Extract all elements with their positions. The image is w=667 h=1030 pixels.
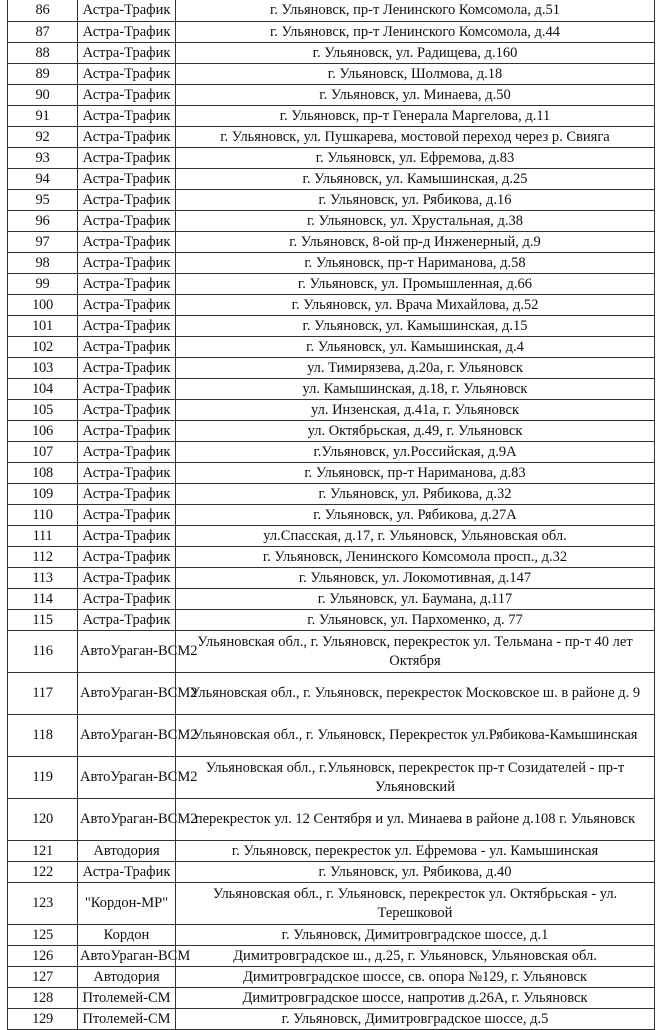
table-row (8, 631, 655, 673)
table-row (8, 1009, 655, 1030)
row-number: 97 (8, 232, 78, 253)
system-name: Астра-Трафик (78, 232, 176, 253)
table-row (8, 211, 655, 232)
table-row (8, 946, 655, 967)
system-name: "Кордон-МР" (78, 883, 176, 925)
address: Димитровградское ш., д.25, г. Ульяновск, Ульяновская обл. (176, 946, 655, 967)
address: Димитровградское шоссе, св. опора №129, г. Ульяновск (176, 967, 655, 988)
system-name: Астра-Трафик (78, 295, 176, 316)
address: г. Ульяновск, Димитровградское шоссе, д.5 (176, 1009, 655, 1030)
address: перекресток ул. 12 Сентября и ул. Минаева в районе д.108 г. Ульяновск (176, 799, 655, 841)
row-number: 126 (8, 946, 78, 967)
system-name: Астра-Трафик (78, 358, 176, 379)
table-row (8, 253, 655, 274)
table-row (8, 862, 655, 883)
address: г. Ульяновск, ул. Камышинская, д.15 (176, 316, 655, 337)
address: ул. Инзенская, д.41а, г. Ульяновск (176, 400, 655, 421)
system-name: Астра-Трафик (78, 610, 176, 631)
table-row (8, 988, 655, 1009)
table-row (8, 757, 655, 799)
system-name: Астра-Трафик (78, 379, 176, 400)
address: г. Ульяновск, ул. Баумана, д.117 (176, 589, 655, 610)
system-name: Астра-Трафик (78, 22, 176, 43)
system-name: Астра-Трафик (78, 106, 176, 127)
table-row (8, 337, 655, 358)
row-number: 93 (8, 148, 78, 169)
system-name: Астра-Трафик (78, 274, 176, 295)
system-name: АвтоУраган-ВСМ (78, 946, 176, 967)
system-name: Астра-Трафик (78, 127, 176, 148)
address: ул. Камышинская, д.18, г. Ульяновск (176, 379, 655, 400)
address: Димитровградское шоссе, напротив д.26А, г. Ульяновск (176, 988, 655, 1009)
system-name: Астра-Трафик (78, 190, 176, 211)
table-row (8, 106, 655, 127)
table-row (8, 568, 655, 589)
system-name: Птолемей-СМ (78, 1009, 176, 1030)
address: г. Ульяновск, пр-т Нариманова, д.58 (176, 253, 655, 274)
address: Ульяновская обл., г. Ульяновск, перекресток Московское ш. в районе д. 9 (176, 673, 655, 715)
address: г. Ульяновск, ул. Хрустальная, д.38 (176, 211, 655, 232)
row-number: 118 (8, 715, 78, 757)
table-row (8, 484, 655, 505)
system-name: Астра-Трафик (78, 526, 176, 547)
row-number: 110 (8, 505, 78, 526)
row-number: 89 (8, 64, 78, 85)
camera-locations-table (7, 0, 655, 1030)
table-row (8, 715, 655, 757)
table-row (8, 610, 655, 631)
row-number: 91 (8, 106, 78, 127)
row-number: 116 (8, 631, 78, 673)
system-name: Астра-Трафик (78, 169, 176, 190)
row-number: 115 (8, 610, 78, 631)
row-number: 86 (8, 0, 78, 22)
table-row (8, 673, 655, 715)
table-row (8, 967, 655, 988)
row-number: 120 (8, 799, 78, 841)
address: г. Ульяновск, ул. Пархоменко, д. 77 (176, 610, 655, 631)
system-name: Астра-Трафик (78, 253, 176, 274)
system-name: Астра-Трафик (78, 85, 176, 106)
system-name: Астра-Трафик (78, 484, 176, 505)
row-number: 106 (8, 421, 78, 442)
system-name: Астра-Трафик (78, 64, 176, 85)
address: г. Ульяновск, ул. Врача Михайлова, д.52 (176, 295, 655, 316)
address: г. Ульяновск, пр-т Ленинского Комсомола, д.44 (176, 22, 655, 43)
address: г.Ульяновск, ул.Российская, д.9А (176, 442, 655, 463)
system-name: Астра-Трафик (78, 400, 176, 421)
row-number: 111 (8, 526, 78, 547)
address: г. Ульяновск, 8-ой пр-д Инженерный, д.9 (176, 232, 655, 253)
row-number: 87 (8, 22, 78, 43)
system-name: Астра-Трафик (78, 862, 176, 883)
address: Ульяновская обл., г. Ульяновск, перекресток ул. Октябрьская - ул. Терешковой (176, 883, 655, 925)
system-name: Астра-Трафик (78, 568, 176, 589)
row-number: 88 (8, 43, 78, 64)
address: ул. Октябрьская, д.49, г. Ульяновск (176, 421, 655, 442)
address: г. Ульяновск, перекресток ул. Ефремова - ул. Камышинская (176, 841, 655, 862)
address: Ульяновская обл., г.Ульяновск, перекресток пр-т Созидателей - пр-т Ульяновский (176, 757, 655, 799)
table-row (8, 841, 655, 862)
row-number: 112 (8, 547, 78, 568)
table-row (8, 505, 655, 526)
system-name: Астра-Трафик (78, 337, 176, 358)
system-name: АвтоУраган-ВСМ2 (78, 715, 176, 757)
system-name: Астра-Трафик (78, 442, 176, 463)
address: г. Ульяновск, пр-т Нариманова, д.83 (176, 463, 655, 484)
table-row (8, 526, 655, 547)
row-number: 117 (8, 673, 78, 715)
system-name: Астра-Трафик (78, 148, 176, 169)
address: г. Ульяновск, ул. Пушкарева, мостовой переход через р. Свияга (176, 127, 655, 148)
row-number: 122 (8, 862, 78, 883)
table-row (8, 400, 655, 421)
row-number: 105 (8, 400, 78, 421)
row-number: 100 (8, 295, 78, 316)
row-number: 108 (8, 463, 78, 484)
system-name: АвтоУраган-ВСМ2 (78, 631, 176, 673)
row-number: 99 (8, 274, 78, 295)
row-number: 102 (8, 337, 78, 358)
table-row (8, 64, 655, 85)
address: г. Ульяновск, ул. Рябикова, д.40 (176, 862, 655, 883)
row-number: 96 (8, 211, 78, 232)
table-row (8, 148, 655, 169)
row-number: 98 (8, 253, 78, 274)
table-row (8, 316, 655, 337)
table-row (8, 463, 655, 484)
table-row (8, 232, 655, 253)
table-row (8, 883, 655, 925)
row-number: 103 (8, 358, 78, 379)
table-body (8, 0, 655, 1030)
table-row (8, 442, 655, 463)
system-name: Астра-Трафик (78, 316, 176, 337)
address: Ульяновская обл., г. Ульяновск, Перекресток ул.Рябикова-Камышинская (176, 715, 655, 757)
address: ул.Спасская, д.17, г. Ульяновск, Ульяновская обл. (176, 526, 655, 547)
address: ул. Тимирязева, д.20а, г. Ульяновск (176, 358, 655, 379)
system-name: Автодория (78, 841, 176, 862)
address: г. Ульяновск, ул. Камышинская, д.4 (176, 337, 655, 358)
system-name: Астра-Трафик (78, 505, 176, 526)
table-row (8, 274, 655, 295)
system-name: Астра-Трафик (78, 421, 176, 442)
row-number: 119 (8, 757, 78, 799)
row-number: 129 (8, 1009, 78, 1030)
table-row (8, 85, 655, 106)
address: г. Ульяновск, ул. Рябикова, д.16 (176, 190, 655, 211)
address: г. Ульяновск, ул. Промышленная, д.66 (176, 274, 655, 295)
system-name: Астра-Трафик (78, 589, 176, 610)
row-number: 109 (8, 484, 78, 505)
row-number: 92 (8, 127, 78, 148)
system-name: Птолемей-СМ (78, 988, 176, 1009)
system-name: Астра-Трафик (78, 43, 176, 64)
row-number: 90 (8, 85, 78, 106)
row-number: 128 (8, 988, 78, 1009)
system-name: АвтоУраган-ВСМ2 (78, 673, 176, 715)
address: г. Ульяновск, ул. Локомотивная, д.147 (176, 568, 655, 589)
row-number: 113 (8, 568, 78, 589)
table-row (8, 0, 655, 22)
row-number: 125 (8, 925, 78, 946)
address: г. Ульяновск, ул. Рябикова, д.27А (176, 505, 655, 526)
table-row (8, 547, 655, 568)
address: г. Ульяновск, ул. Камышинская, д.25 (176, 169, 655, 190)
row-number: 127 (8, 967, 78, 988)
system-name: Автодория (78, 967, 176, 988)
table-row (8, 358, 655, 379)
address: г. Ульяновск, ул. Минаева, д.50 (176, 85, 655, 106)
system-name: Астра-Трафик (78, 463, 176, 484)
address: г. Ульяновск, пр-т Ленинского Комсомола, д.51 (176, 0, 655, 22)
table-row (8, 379, 655, 400)
table-row (8, 190, 655, 211)
row-number: 114 (8, 589, 78, 610)
address: г. Ульяновск, ул. Ефремова, д.83 (176, 148, 655, 169)
row-number: 101 (8, 316, 78, 337)
table-row (8, 127, 655, 148)
address: г. Ульяновск, ул. Радищева, д.160 (176, 43, 655, 64)
system-name: Астра-Трафик (78, 547, 176, 568)
address: г. Ульяновск, пр-т Генерала Маргелова, д.11 (176, 106, 655, 127)
system-name: Астра-Трафик (78, 211, 176, 232)
table-row (8, 169, 655, 190)
row-number: 104 (8, 379, 78, 400)
table-row (8, 421, 655, 442)
address: г. Ульяновск, Шолмова, д.18 (176, 64, 655, 85)
row-number: 94 (8, 169, 78, 190)
table-row (8, 295, 655, 316)
system-name: Астра-Трафик (78, 0, 176, 22)
table-row (8, 22, 655, 43)
address: г. Ульяновск, Ленинского Комсомола просп., д.32 (176, 547, 655, 568)
table-row (8, 43, 655, 64)
address: г. Ульяновск, Димитровградское шоссе, д.1 (176, 925, 655, 946)
row-number: 121 (8, 841, 78, 862)
row-number: 123 (8, 883, 78, 925)
document-page (7, 0, 654, 1030)
table-row (8, 799, 655, 841)
system-name: Кордон (78, 925, 176, 946)
system-name: АвтоУраган-ВСМ2 (78, 757, 176, 799)
table-row (8, 589, 655, 610)
address: Ульяновская обл., г. Ульяновск, перекресток ул. Тельмана - пр-т 40 лет Октября (176, 631, 655, 673)
row-number: 95 (8, 190, 78, 211)
row-number: 107 (8, 442, 78, 463)
system-name: АвтоУраган-ВСМ2 (78, 799, 176, 841)
address: г. Ульяновск, ул. Рябикова, д.32 (176, 484, 655, 505)
table-row (8, 925, 655, 946)
